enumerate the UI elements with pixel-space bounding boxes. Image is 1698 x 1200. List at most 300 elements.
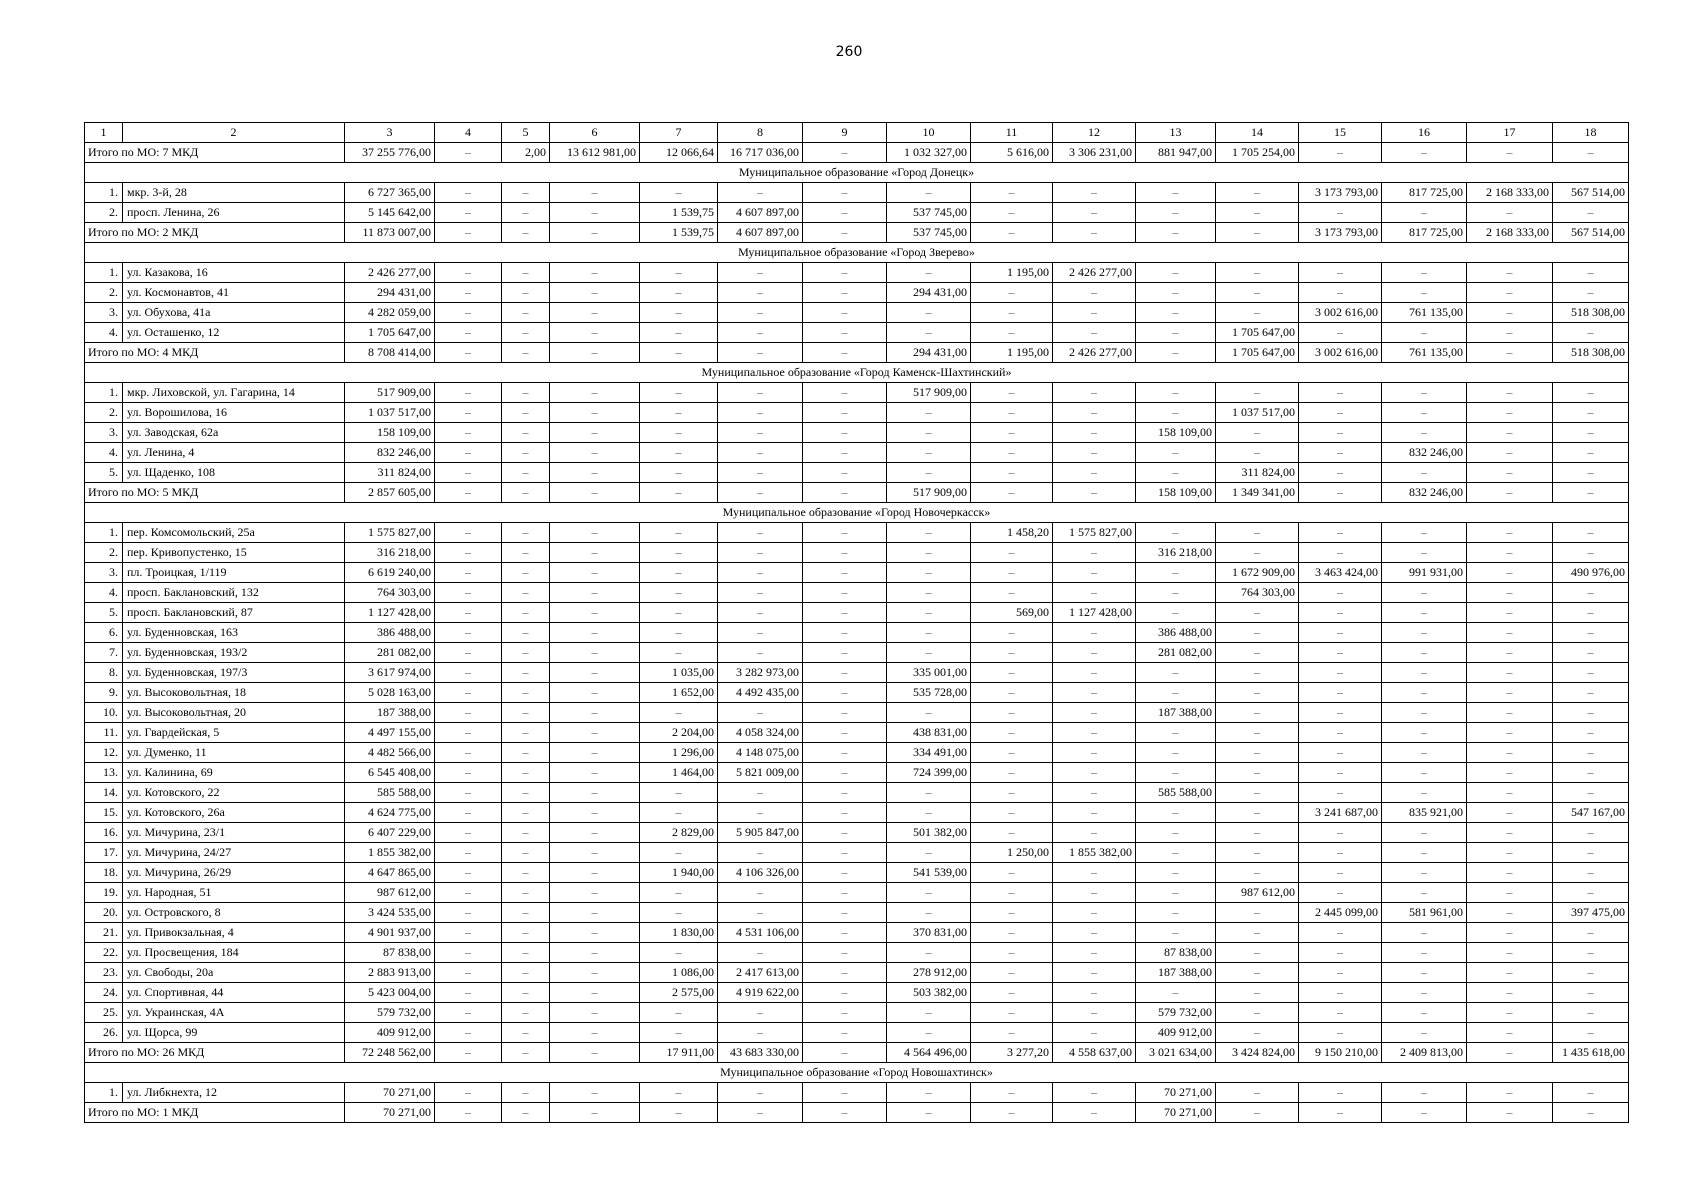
value-cell: – xyxy=(1053,663,1136,683)
value-cell: – xyxy=(1216,1083,1299,1103)
value-cell: 438 831,00 xyxy=(887,723,971,743)
value-cell: – xyxy=(1216,663,1299,683)
address-cell: ул. Мичурина, 26/29 xyxy=(123,863,345,883)
total-cell: 13 612 981,00 xyxy=(550,143,640,163)
table-row xyxy=(85,863,1629,883)
value-cell: – xyxy=(640,463,718,483)
value-cell: – xyxy=(1299,1083,1382,1103)
value-cell: – xyxy=(435,743,502,763)
value-cell: – xyxy=(1553,263,1629,283)
value-cell: – xyxy=(718,583,803,603)
value-cell: – xyxy=(640,943,718,963)
total-cell: – xyxy=(1467,343,1553,363)
total-cell: 3 424 824,00 xyxy=(1216,1043,1299,1063)
section-title: Муниципальное образование «Город Новочеркасск» xyxy=(85,503,1629,523)
value-cell: – xyxy=(1467,723,1553,743)
total-cell: 2 426 277,00 xyxy=(1053,343,1136,363)
table-row xyxy=(85,923,1629,943)
value-cell: – xyxy=(1382,603,1467,623)
total-cell: – xyxy=(971,223,1053,243)
value-cell: – xyxy=(803,283,887,303)
value-cell: – xyxy=(1467,423,1553,443)
total-label: Итого по МО: 5 МКД xyxy=(85,483,345,503)
value-cell: – xyxy=(1136,763,1216,783)
value-cell: – xyxy=(1053,423,1136,443)
value-cell: – xyxy=(971,663,1053,683)
table-row xyxy=(85,703,1629,723)
value-cell: – xyxy=(502,703,550,723)
value-cell: – xyxy=(1053,643,1136,663)
total-cell: – xyxy=(502,1103,550,1123)
value-cell: – xyxy=(435,1023,502,1043)
column-number: 17 xyxy=(1467,123,1553,143)
value-cell: 278 912,00 xyxy=(887,963,971,983)
value-cell: 490 976,00 xyxy=(1553,563,1629,583)
row-index: 1. xyxy=(85,383,123,403)
value-cell: 5 821 009,00 xyxy=(718,763,803,783)
value-cell: – xyxy=(1053,903,1136,923)
value-cell: – xyxy=(502,683,550,703)
value-cell: – xyxy=(971,583,1053,603)
value-cell: 5 423 004,00 xyxy=(345,983,435,1003)
total-row xyxy=(85,343,1629,363)
value-cell: – xyxy=(550,623,640,643)
value-cell: – xyxy=(1299,323,1382,343)
value-cell: – xyxy=(1216,863,1299,883)
value-cell: 832 246,00 xyxy=(345,443,435,463)
value-cell: – xyxy=(1553,623,1629,643)
value-cell: – xyxy=(971,403,1053,423)
total-cell: – xyxy=(887,1103,971,1123)
table-row xyxy=(85,683,1629,703)
value-cell: 2 417 613,00 xyxy=(718,963,803,983)
value-cell: – xyxy=(640,1083,718,1103)
table-row xyxy=(85,623,1629,643)
row-index: 13. xyxy=(85,763,123,783)
value-cell: – xyxy=(1382,923,1467,943)
value-cell: – xyxy=(803,803,887,823)
total-cell: 537 745,00 xyxy=(887,223,971,243)
total-cell: – xyxy=(1053,1103,1136,1123)
value-cell: – xyxy=(550,963,640,983)
value-cell: – xyxy=(1467,383,1553,403)
address-cell: ул. Казакова, 16 xyxy=(123,263,345,283)
row-index: 26. xyxy=(85,1023,123,1043)
value-cell: – xyxy=(1136,823,1216,843)
section-title: Муниципальное образование «Город Каменск-Шахтинский» xyxy=(85,363,1629,383)
value-cell: – xyxy=(1053,883,1136,903)
value-cell: – xyxy=(502,923,550,943)
table-row xyxy=(85,963,1629,983)
value-cell: – xyxy=(718,443,803,463)
total-cell: – xyxy=(435,1103,502,1123)
value-cell: – xyxy=(1467,1083,1553,1103)
total-cell: 881 947,00 xyxy=(1136,143,1216,163)
value-cell: – xyxy=(803,423,887,443)
value-cell: – xyxy=(502,943,550,963)
value-cell: – xyxy=(1467,643,1553,663)
value-cell: – xyxy=(718,623,803,643)
value-cell: – xyxy=(550,643,640,663)
value-cell: – xyxy=(803,763,887,783)
total-cell: – xyxy=(1053,483,1136,503)
value-cell: 70 271,00 xyxy=(345,1083,435,1103)
total-cell: 1 435 618,00 xyxy=(1553,1043,1629,1063)
value-cell: – xyxy=(1053,623,1136,643)
value-cell: – xyxy=(887,883,971,903)
value-cell: – xyxy=(1136,583,1216,603)
value-cell: – xyxy=(550,743,640,763)
value-cell: – xyxy=(1382,1003,1467,1023)
value-cell: – xyxy=(971,563,1053,583)
value-cell: – xyxy=(1216,183,1299,203)
total-cell: 37 255 776,00 xyxy=(345,143,435,163)
value-cell: – xyxy=(1216,843,1299,863)
value-cell: – xyxy=(1382,623,1467,643)
total-cell: – xyxy=(1467,143,1553,163)
total-label: Итого по МО: 1 МКД xyxy=(85,1103,345,1123)
value-cell: – xyxy=(887,523,971,543)
row-index: 4. xyxy=(85,443,123,463)
address-cell: ул. Спортивная, 44 xyxy=(123,983,345,1003)
value-cell: 991 931,00 xyxy=(1382,563,1467,583)
value-cell: – xyxy=(1467,863,1553,883)
total-cell: – xyxy=(1553,143,1629,163)
column-number: 7 xyxy=(640,123,718,143)
value-cell: – xyxy=(718,323,803,343)
value-cell: – xyxy=(550,763,640,783)
address-cell: просп. Баклановский, 132 xyxy=(123,583,345,603)
value-cell: – xyxy=(971,283,1053,303)
value-cell: 1 830,00 xyxy=(640,923,718,943)
value-cell: – xyxy=(550,383,640,403)
value-cell: – xyxy=(502,903,550,923)
total-cell: 5 616,00 xyxy=(971,143,1053,163)
column-number-row xyxy=(85,123,1629,143)
address-cell: ул. Либкнехта, 12 xyxy=(123,1083,345,1103)
value-cell: – xyxy=(1216,683,1299,703)
value-cell: 187 388,00 xyxy=(345,703,435,723)
value-cell: – xyxy=(1299,283,1382,303)
value-cell: – xyxy=(1053,583,1136,603)
value-cell: – xyxy=(1467,843,1553,863)
value-cell: – xyxy=(435,183,502,203)
table-row xyxy=(85,763,1629,783)
value-cell: – xyxy=(435,723,502,743)
value-cell: – xyxy=(1299,923,1382,943)
row-index: 11. xyxy=(85,723,123,743)
value-cell: – xyxy=(1216,943,1299,963)
value-cell: – xyxy=(1553,863,1629,883)
value-cell: 3 617 974,00 xyxy=(345,663,435,683)
value-cell: – xyxy=(1382,843,1467,863)
value-cell: – xyxy=(1553,743,1629,763)
value-cell: – xyxy=(640,263,718,283)
value-cell: – xyxy=(502,963,550,983)
value-cell: – xyxy=(435,263,502,283)
value-cell: 6 407 229,00 xyxy=(345,823,435,843)
value-cell: – xyxy=(1467,703,1553,723)
value-cell: – xyxy=(1053,943,1136,963)
value-cell: – xyxy=(550,543,640,563)
value-cell: – xyxy=(1467,563,1553,583)
value-cell: – xyxy=(1216,443,1299,463)
value-cell: – xyxy=(718,943,803,963)
value-cell: – xyxy=(718,603,803,623)
total-cell: – xyxy=(803,483,887,503)
value-cell: – xyxy=(1136,663,1216,683)
value-cell: – xyxy=(435,823,502,843)
value-cell: 517 909,00 xyxy=(887,383,971,403)
column-number: 13 xyxy=(1136,123,1216,143)
table-row xyxy=(85,903,1629,923)
total-cell: – xyxy=(1136,223,1216,243)
address-cell: ул. Просвещения, 184 xyxy=(123,943,345,963)
value-cell: – xyxy=(803,1023,887,1043)
section-title: Муниципальное образование «Город Зверево» xyxy=(85,243,1629,263)
address-cell: пл. Троицкая, 1/119 xyxy=(123,563,345,583)
value-cell: – xyxy=(502,443,550,463)
value-cell: – xyxy=(640,703,718,723)
value-cell: – xyxy=(1553,703,1629,723)
value-cell: – xyxy=(1467,1003,1553,1023)
value-cell: – xyxy=(550,423,640,443)
value-cell: – xyxy=(1053,1023,1136,1043)
value-cell: – xyxy=(1382,823,1467,843)
total-row xyxy=(85,223,1629,243)
value-cell: – xyxy=(1216,383,1299,403)
address-cell: ул. Осташенко, 12 xyxy=(123,323,345,343)
value-cell: – xyxy=(1053,683,1136,703)
row-index: 1. xyxy=(85,183,123,203)
total-cell: 4 607 897,00 xyxy=(718,223,803,243)
table-row xyxy=(85,1023,1629,1043)
value-cell: – xyxy=(971,723,1053,743)
value-cell: – xyxy=(1382,883,1467,903)
value-cell: – xyxy=(1053,563,1136,583)
value-cell: 6 545 408,00 xyxy=(345,763,435,783)
value-cell: – xyxy=(1467,663,1553,683)
value-cell: – xyxy=(1299,603,1382,623)
value-cell: – xyxy=(887,603,971,623)
value-cell: – xyxy=(1299,843,1382,863)
value-cell: – xyxy=(502,823,550,843)
value-cell: – xyxy=(1299,263,1382,283)
value-cell: 2 426 277,00 xyxy=(1053,263,1136,283)
value-cell: – xyxy=(1136,903,1216,923)
table-row xyxy=(85,723,1629,743)
value-cell: – xyxy=(1467,963,1553,983)
value-cell: – xyxy=(1467,683,1553,703)
table-row xyxy=(85,663,1629,683)
value-cell: – xyxy=(887,323,971,343)
value-cell: – xyxy=(1553,423,1629,443)
value-cell: – xyxy=(502,563,550,583)
row-index: 2. xyxy=(85,283,123,303)
total-label: Итого по МО: 2 МКД xyxy=(85,223,345,243)
value-cell: – xyxy=(640,443,718,463)
value-cell: – xyxy=(971,703,1053,723)
value-cell: – xyxy=(887,543,971,563)
value-cell: – xyxy=(1553,723,1629,743)
value-cell: – xyxy=(718,643,803,663)
value-cell: – xyxy=(502,423,550,443)
value-cell: – xyxy=(718,783,803,803)
total-cell: 43 683 330,00 xyxy=(718,1043,803,1063)
value-cell: – xyxy=(435,943,502,963)
value-cell: – xyxy=(640,283,718,303)
column-number: 10 xyxy=(887,123,971,143)
table-row xyxy=(85,823,1629,843)
total-cell: – xyxy=(1467,1103,1553,1123)
value-cell: – xyxy=(887,1003,971,1023)
value-cell: – xyxy=(1053,803,1136,823)
total-cell: 1 705 647,00 xyxy=(1216,343,1299,363)
row-index: 18. xyxy=(85,863,123,883)
value-cell: – xyxy=(1053,743,1136,763)
total-cell: 567 514,00 xyxy=(1553,223,1629,243)
total-cell: – xyxy=(1136,343,1216,363)
value-cell: – xyxy=(435,703,502,723)
value-cell: – xyxy=(1216,723,1299,743)
value-cell: – xyxy=(1216,1003,1299,1023)
value-cell: – xyxy=(550,923,640,943)
value-cell: 187 388,00 xyxy=(1136,703,1216,723)
value-cell: – xyxy=(1053,703,1136,723)
value-cell: – xyxy=(1382,963,1467,983)
value-cell: – xyxy=(803,323,887,343)
value-cell: – xyxy=(803,183,887,203)
value-cell: – xyxy=(502,663,550,683)
value-cell: – xyxy=(1553,783,1629,803)
value-cell: – xyxy=(1553,643,1629,663)
value-cell: – xyxy=(550,463,640,483)
value-cell: – xyxy=(640,643,718,663)
value-cell: – xyxy=(718,463,803,483)
value-cell: 1 575 827,00 xyxy=(1053,523,1136,543)
table-row xyxy=(85,203,1629,223)
value-cell: – xyxy=(1136,883,1216,903)
value-cell: – xyxy=(971,903,1053,923)
value-cell: – xyxy=(640,563,718,583)
value-cell: 1 940,00 xyxy=(640,863,718,883)
value-cell: – xyxy=(1053,823,1136,843)
value-cell: – xyxy=(1216,743,1299,763)
value-cell: – xyxy=(1299,523,1382,543)
address-cell: ул. Котовского, 26а xyxy=(123,803,345,823)
value-cell: – xyxy=(718,563,803,583)
address-cell: мкр. Лиховской, ул. Гагарина, 14 xyxy=(123,383,345,403)
value-cell: 585 588,00 xyxy=(1136,783,1216,803)
address-cell: ул. Мичурина, 23/1 xyxy=(123,823,345,843)
value-cell: – xyxy=(640,523,718,543)
section-title: Муниципальное образование «Город Новошахтинск» xyxy=(85,1063,1629,1083)
value-cell: – xyxy=(1053,443,1136,463)
table-row xyxy=(85,543,1629,563)
total-cell: 3 306 231,00 xyxy=(1053,143,1136,163)
value-cell: 1 296,00 xyxy=(640,743,718,763)
value-cell: – xyxy=(502,763,550,783)
row-index: 2. xyxy=(85,403,123,423)
total-cell: 2 857 605,00 xyxy=(345,483,435,503)
value-cell: – xyxy=(1382,283,1467,303)
total-cell: – xyxy=(718,343,803,363)
value-cell: 567 514,00 xyxy=(1553,183,1629,203)
value-cell: – xyxy=(1216,643,1299,663)
value-cell: – xyxy=(1467,883,1553,903)
address-cell: ул. Ворошилова, 16 xyxy=(123,403,345,423)
value-cell: 5 028 163,00 xyxy=(345,683,435,703)
value-cell: 87 838,00 xyxy=(1136,943,1216,963)
value-cell: – xyxy=(1382,663,1467,683)
value-cell: – xyxy=(1216,703,1299,723)
value-cell: – xyxy=(1553,763,1629,783)
value-cell: – xyxy=(435,1003,502,1023)
value-cell: – xyxy=(502,883,550,903)
value-cell: – xyxy=(550,563,640,583)
value-cell: – xyxy=(435,523,502,543)
value-cell: – xyxy=(435,583,502,603)
total-row xyxy=(85,483,1629,503)
value-cell: – xyxy=(550,803,640,823)
total-cell: 3 173 793,00 xyxy=(1299,223,1382,243)
value-cell: – xyxy=(435,403,502,423)
address-cell: ул. Обухова, 41а xyxy=(123,303,345,323)
column-number: 16 xyxy=(1382,123,1467,143)
table-row xyxy=(85,583,1629,603)
value-cell: 501 382,00 xyxy=(887,823,971,843)
value-cell: – xyxy=(971,1023,1053,1043)
value-cell: 724 399,00 xyxy=(887,763,971,783)
value-cell: 311 824,00 xyxy=(345,463,435,483)
value-cell: 517 909,00 xyxy=(345,383,435,403)
value-cell: – xyxy=(1553,603,1629,623)
total-cell: 761 135,00 xyxy=(1382,343,1467,363)
total-cell: 1 195,00 xyxy=(971,343,1053,363)
address-cell: пер. Кривопустенко, 15 xyxy=(123,543,345,563)
total-cell: – xyxy=(1299,483,1382,503)
total-cell: 3 002 616,00 xyxy=(1299,343,1382,363)
value-cell: – xyxy=(971,643,1053,663)
value-cell: – xyxy=(1467,283,1553,303)
value-cell: – xyxy=(971,783,1053,803)
row-index: 25. xyxy=(85,1003,123,1023)
value-cell: – xyxy=(1053,923,1136,943)
value-cell: – xyxy=(1053,763,1136,783)
value-cell: 87 838,00 xyxy=(345,943,435,963)
row-index: 15. xyxy=(85,803,123,823)
value-cell: – xyxy=(1216,923,1299,943)
table-row xyxy=(85,1083,1629,1103)
value-cell: – xyxy=(1467,203,1553,223)
value-cell: 4 282 059,00 xyxy=(345,303,435,323)
value-cell: – xyxy=(887,263,971,283)
value-cell: – xyxy=(1467,803,1553,823)
value-cell: – xyxy=(1136,443,1216,463)
value-cell: – xyxy=(550,823,640,843)
value-cell: – xyxy=(1216,423,1299,443)
column-number: 9 xyxy=(803,123,887,143)
value-cell: – xyxy=(1053,383,1136,403)
value-cell: – xyxy=(1216,203,1299,223)
value-cell: – xyxy=(971,983,1053,1003)
total-cell: 16 717 036,00 xyxy=(718,143,803,163)
value-cell: – xyxy=(803,543,887,563)
row-index: 2. xyxy=(85,543,123,563)
value-cell: – xyxy=(1467,443,1553,463)
value-cell: 6 727 365,00 xyxy=(345,183,435,203)
value-cell: 987 612,00 xyxy=(345,883,435,903)
